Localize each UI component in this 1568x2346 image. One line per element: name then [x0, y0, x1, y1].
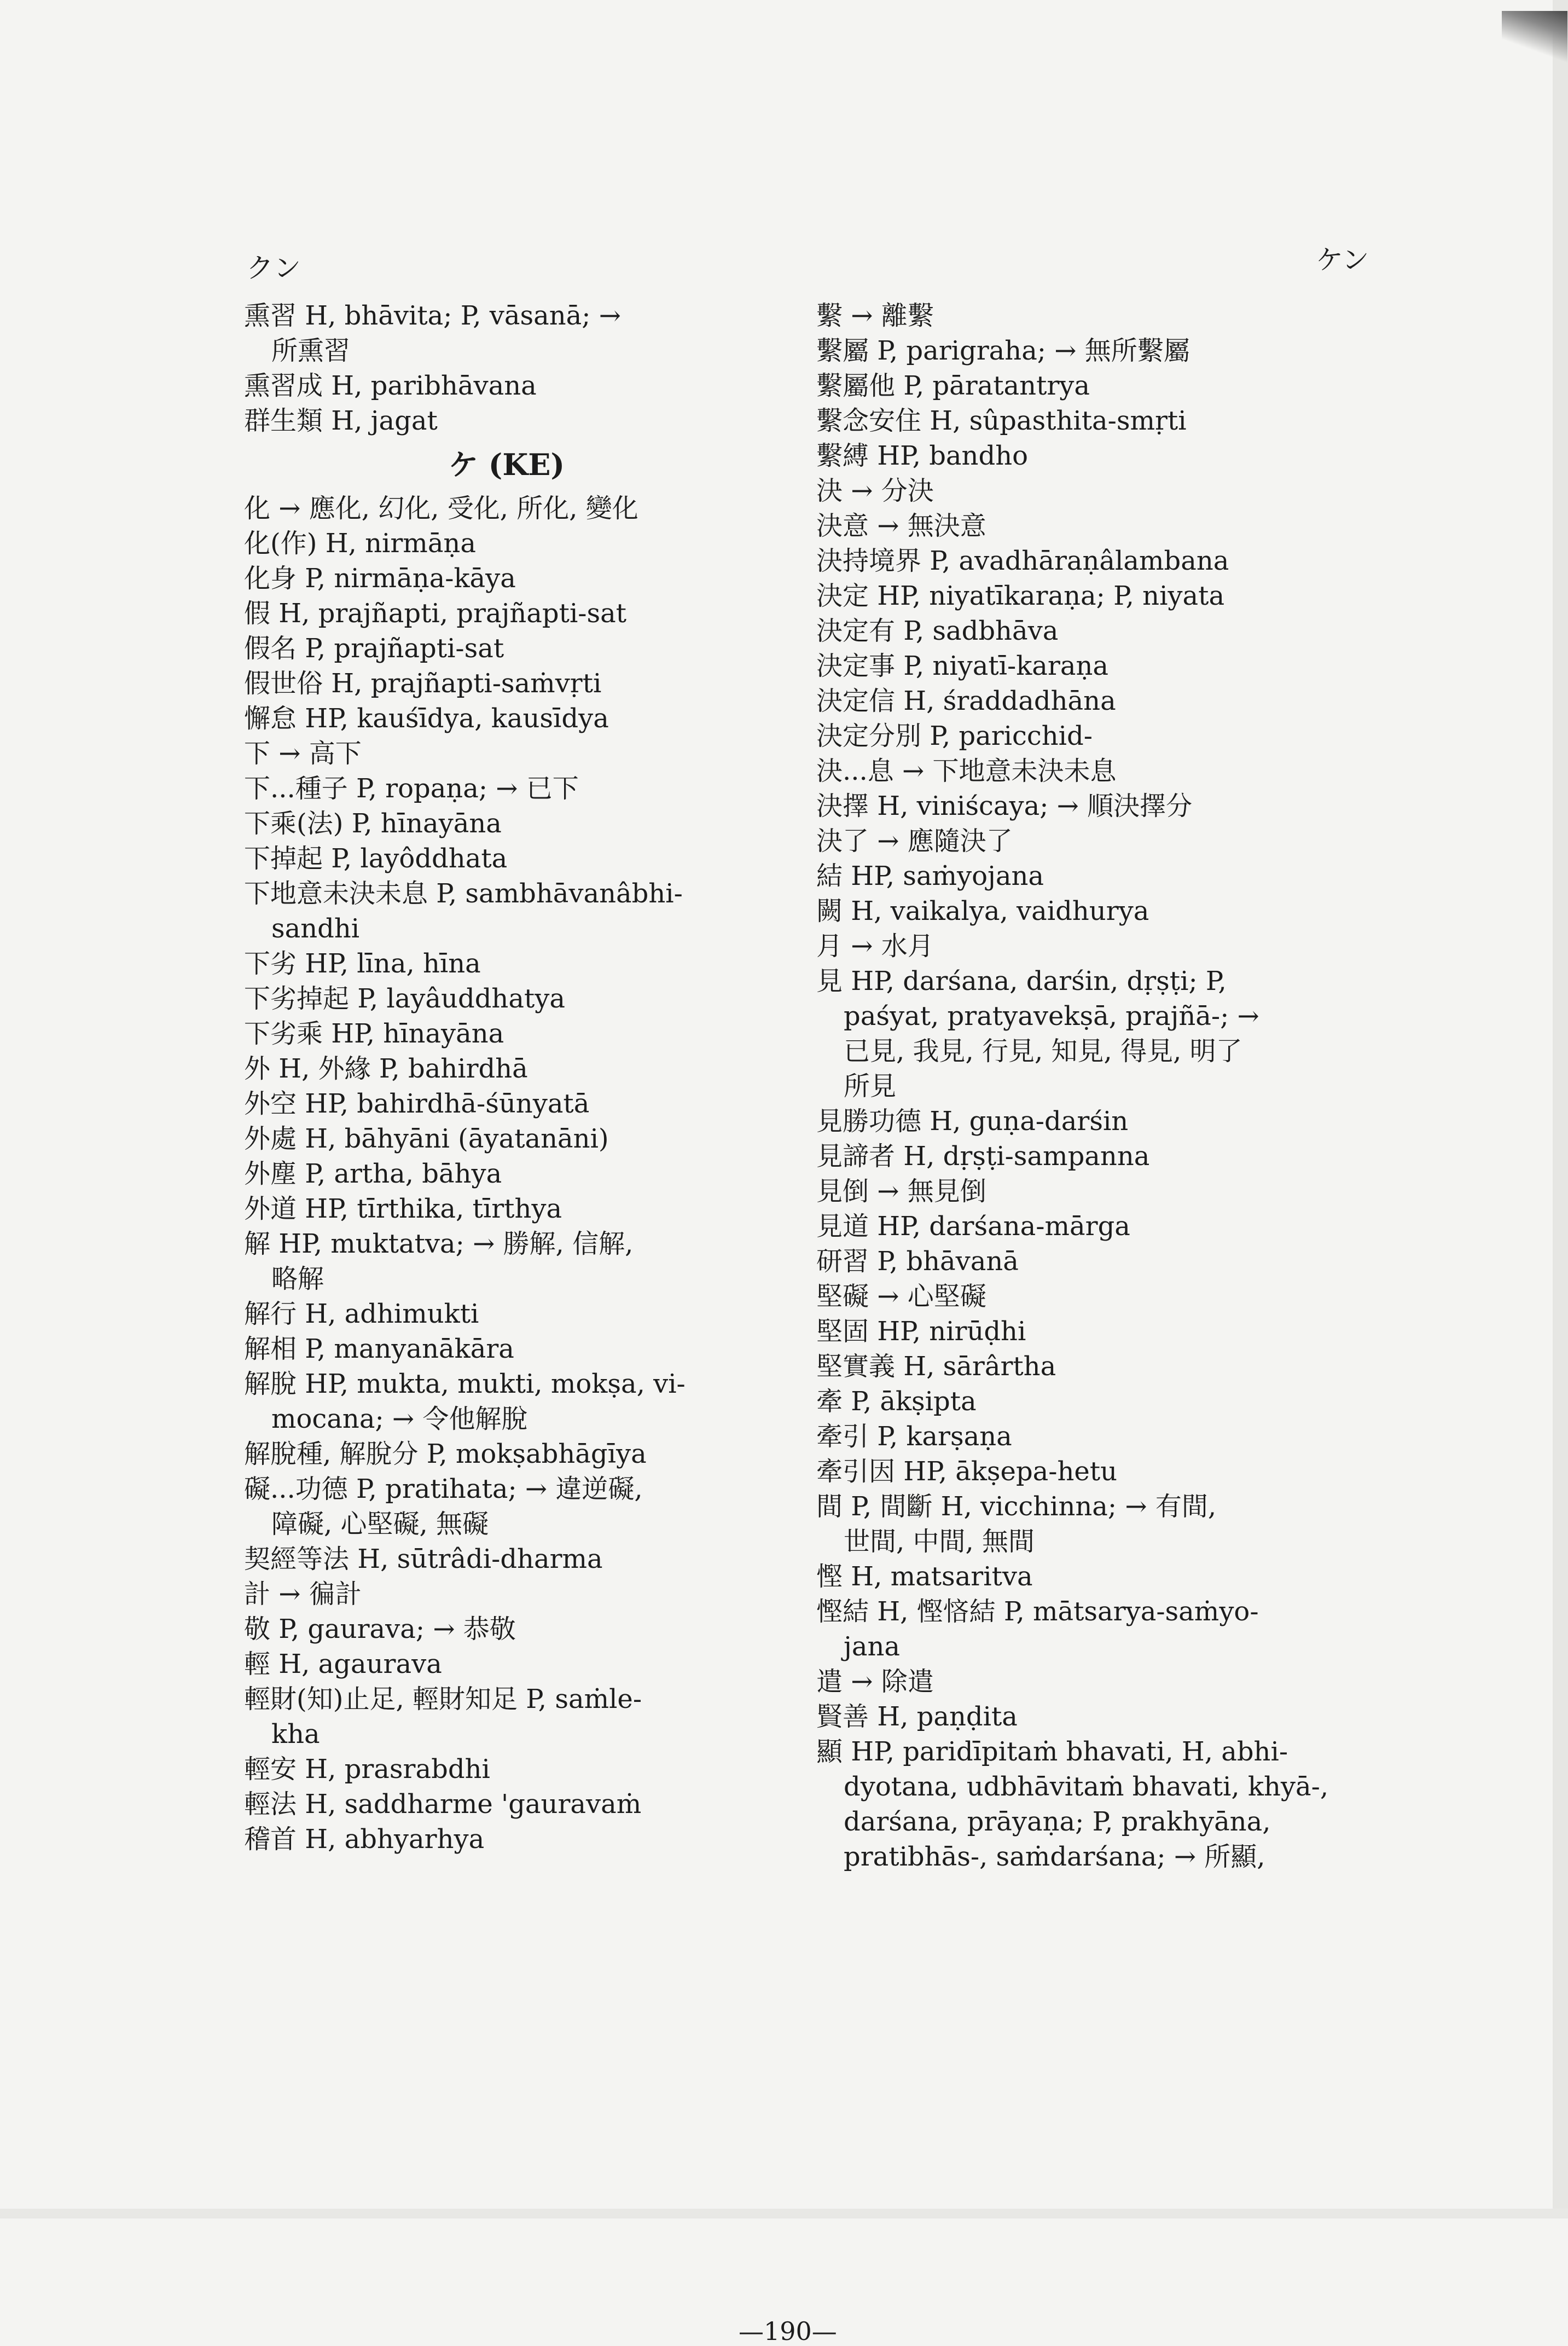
dictionary-entry: 決定事 P, niyatī-karaṇa: [816, 651, 1109, 681]
dictionary-entry: 牽引因 HP, ākṣepa-hetu: [816, 1456, 1118, 1487]
page-edge: [1553, 0, 1568, 2218]
dictionary-entry: 礙...功德 P, pratihata; → 違逆礙,: [244, 1474, 643, 1504]
dictionary-entry: 決定分別 P, paricchid-: [816, 721, 1093, 751]
dictionary-entry: 繫屬他 P, pāratantrya: [816, 370, 1090, 401]
dictionary-entry: 解脫 HP, mukta, mukti, mokṣa, vi-: [244, 1369, 686, 1399]
dictionary-entry: 間 P, 間斷 H, vicchinna; → 有間,: [816, 1491, 1217, 1522]
dictionary-entry: 熏習成 H, paribhāvana: [244, 370, 537, 401]
left-column: [244, 298, 769, 1857]
dictionary-entry: 見勝功德 H, guṇa-darśin: [816, 1106, 1129, 1137]
dictionary-entry: 下 → 高下: [244, 738, 362, 769]
running-header-right: ケン: [1316, 244, 1369, 276]
dictionary-entry: 群生類 H, jagat: [244, 406, 438, 436]
dictionary-entry: 闕 H, vaikalya, vaidhurya: [816, 896, 1149, 926]
dictionary-entry: 稽首 H, abhyarhya: [244, 1824, 485, 1855]
entry-continuation: 略解: [271, 1264, 324, 1294]
dictionary-entry: 解行 H, adhimukti: [244, 1299, 479, 1329]
dictionary-entry: 輕安 H, prasrabdhi: [244, 1754, 490, 1785]
dictionary-entry: 外 H, 外緣 P, bahirdhā: [244, 1053, 528, 1084]
entry-continuation: 所見: [844, 1071, 897, 1102]
entry-continuation: 世間, 中間, 無間: [844, 1526, 1035, 1557]
dictionary-entry: 化 → 應化, 幻化, 受化, 所化, 變化: [244, 493, 638, 524]
dictionary-entry: 下地意未決未息 P, sambhāvanâbhi-: [244, 878, 683, 909]
dictionary-entry: 下劣掉起 P, layâuddhatya: [244, 983, 565, 1014]
dictionary-entry: 顯 HP, paridīpitaṁ bhavati, H, abhi-: [816, 1736, 1288, 1767]
dictionary-entry: 解 HP, muktatva; → 勝解, 信解,: [244, 1229, 634, 1259]
dictionary-entry: 見諦者 H, dṛṣṭi-sampanna: [816, 1141, 1150, 1172]
dictionary-entry: 下...種子 P, ropaṇa; → 已下: [244, 773, 579, 804]
dictionary-entry: 遣 → 除遣: [816, 1666, 934, 1697]
entry-continuation: 已見, 我見, 行見, 知見, 得見, 明了: [844, 1036, 1242, 1067]
dictionary-entry: 慳 H, matsaritva: [816, 1561, 1033, 1592]
dictionary-entry: 堅礙 → 心堅礙: [816, 1281, 986, 1312]
dictionary-entry: 見倒 → 無見倒: [816, 1176, 986, 1207]
dictionary-entry: 牽引 P, karṣaṇa: [816, 1421, 1012, 1452]
dictionary-entry: 決意 → 無決意: [816, 511, 986, 541]
right-column: [816, 298, 1341, 1874]
dictionary-entry: 堅實義 H, sārârtha: [816, 1351, 1056, 1382]
dictionary-entry: 繫念安住 H, sûpasthita-smṛti: [816, 406, 1187, 436]
dictionary-entry: 研習 P, bhāvanā: [816, 1246, 1019, 1277]
dictionary-entry: 輕 H, agaurava: [244, 1649, 442, 1679]
running-header-left: クン: [246, 252, 301, 284]
dictionary-entry: 解脫種, 解脫分 P, mokṣabhāgīya: [244, 1439, 647, 1469]
dictionary-entry: 決了 → 應隨決了: [816, 826, 1013, 856]
dictionary-entry: 計 → 徧計: [244, 1579, 362, 1609]
page-number: —190—: [739, 2316, 837, 2346]
scan-smudge: [1502, 11, 1567, 71]
dictionary-entry: 下劣乘 HP, hīnayāna: [244, 1018, 504, 1049]
dictionary-entry: 月 → 水月: [816, 931, 934, 961]
entry-continuation: 障礙, 心堅礙, 無礙: [271, 1509, 489, 1539]
dictionary-entry: 見 HP, darśana, darśin, dṛṣṭi; P,: [816, 966, 1227, 997]
dictionary-entry: 外塵 P, artha, bāhya: [244, 1158, 502, 1189]
entry-continuation: sandhi: [271, 913, 360, 944]
dictionary-entry: 契經等法 H, sūtrâdi-dharma: [244, 1544, 603, 1574]
dictionary-entry: 繫屬 P, parigraha; → 無所繫屬: [816, 335, 1190, 366]
dictionary-entry: 牽 P, ākṣipta: [816, 1386, 977, 1417]
dictionary-entry: 輕法 H, saddharme 'gauravaṁ: [244, 1789, 642, 1820]
dictionary-entry: 決持境界 P, avadhāraṇâlambana: [816, 546, 1229, 576]
entry-continuation: pratibhās-, saṁdarśana; → 所顯,: [844, 1841, 1265, 1872]
section-heading: ケ (KE): [449, 447, 565, 482]
entry-continuation: 所熏習: [271, 335, 351, 366]
dictionary-entry: 決 → 分決: [816, 476, 934, 506]
dictionary-entry: 賢善 H, paṇḍita: [816, 1701, 1018, 1732]
dictionary-entry: 輕財(知)止足, 輕財知足 P, saṁle-: [244, 1684, 642, 1714]
entry-continuation: jana: [844, 1631, 901, 1662]
dictionary-entry: 化(作) H, nirmāṇa: [244, 528, 476, 559]
entry-continuation: dyotana, udbhāvitaṁ bhavati, khyā-,: [844, 1771, 1329, 1802]
dictionary-entry: 敬 P, gaurava; → 恭敬: [244, 1614, 516, 1644]
dictionary-entry: 見道 HP, darśana-mārga: [816, 1211, 1130, 1242]
dictionary-entry: 決擇 H, viniścaya; → 順決擇分: [816, 791, 1193, 821]
dictionary-entry: 繫縛 HP, bandho: [816, 441, 1029, 471]
dictionary-entry: 慳結 H, 慳悋結 P, mātsarya-saṁyo-: [816, 1596, 1259, 1627]
dictionary-entry: 假世俗 H, prajñapti-saṁvṛti: [244, 668, 602, 699]
dictionary-entry: 繫 → 離繫: [816, 300, 934, 331]
dictionary-entry: 外道 HP, tīrthika, tīrthya: [244, 1194, 562, 1224]
dictionary-entry: 假名 P, prajñapti-sat: [244, 633, 504, 664]
entry-continuation: darśana, prāyaṇa; P, prakhyāna,: [844, 1806, 1271, 1837]
dictionary-entry: 下劣 HP, līna, hīna: [244, 948, 481, 979]
dictionary-entry: 下乘(法) P, hīnayāna: [244, 808, 502, 839]
dictionary-entry: 外處 H, bāhyāni (āyatanāni): [244, 1123, 609, 1154]
dictionary-entry: 堅固 HP, nirūḍhi: [816, 1316, 1026, 1347]
dictionary-entry: 化身 P, nirmāṇa-kāya: [244, 563, 516, 594]
dictionary-entry: 假 H, prajñapti, prajñapti-sat: [244, 598, 627, 629]
entry-continuation: paśyat, pratyavekṣā, prajñā-; →: [844, 1001, 1259, 1032]
dictionary-entry: 決定信 H, śraddadhāna: [816, 686, 1116, 716]
dictionary-entry: 外空 HP, bahirdhā-śūnyatā: [244, 1088, 590, 1119]
dictionary-entry: 決定 HP, niyatīkaraṇa; P, niyata: [816, 581, 1225, 611]
dictionary-entry: 決...息 → 下地意未決未息: [816, 756, 1117, 786]
dictionary-entry: 懈怠 HP, kauśīdya, kausīdya: [244, 703, 609, 734]
entry-continuation: mocana; → 令他解脫: [271, 1404, 528, 1434]
dictionary-entry: 結 HP, saṁyojana: [816, 861, 1044, 891]
page-edge: [0, 2209, 1568, 2218]
dictionary-entry: 熏習 H, bhāvita; P, vāsanā; →: [244, 300, 621, 331]
dictionary-entry: 下掉起 P, layôddhata: [244, 843, 508, 874]
entry-continuation: kha: [271, 1719, 320, 1750]
dictionary-entry: 解相 P, manyanākāra: [244, 1334, 514, 1364]
dictionary-entry: 決定有 P, sadbhāva: [816, 616, 1059, 646]
